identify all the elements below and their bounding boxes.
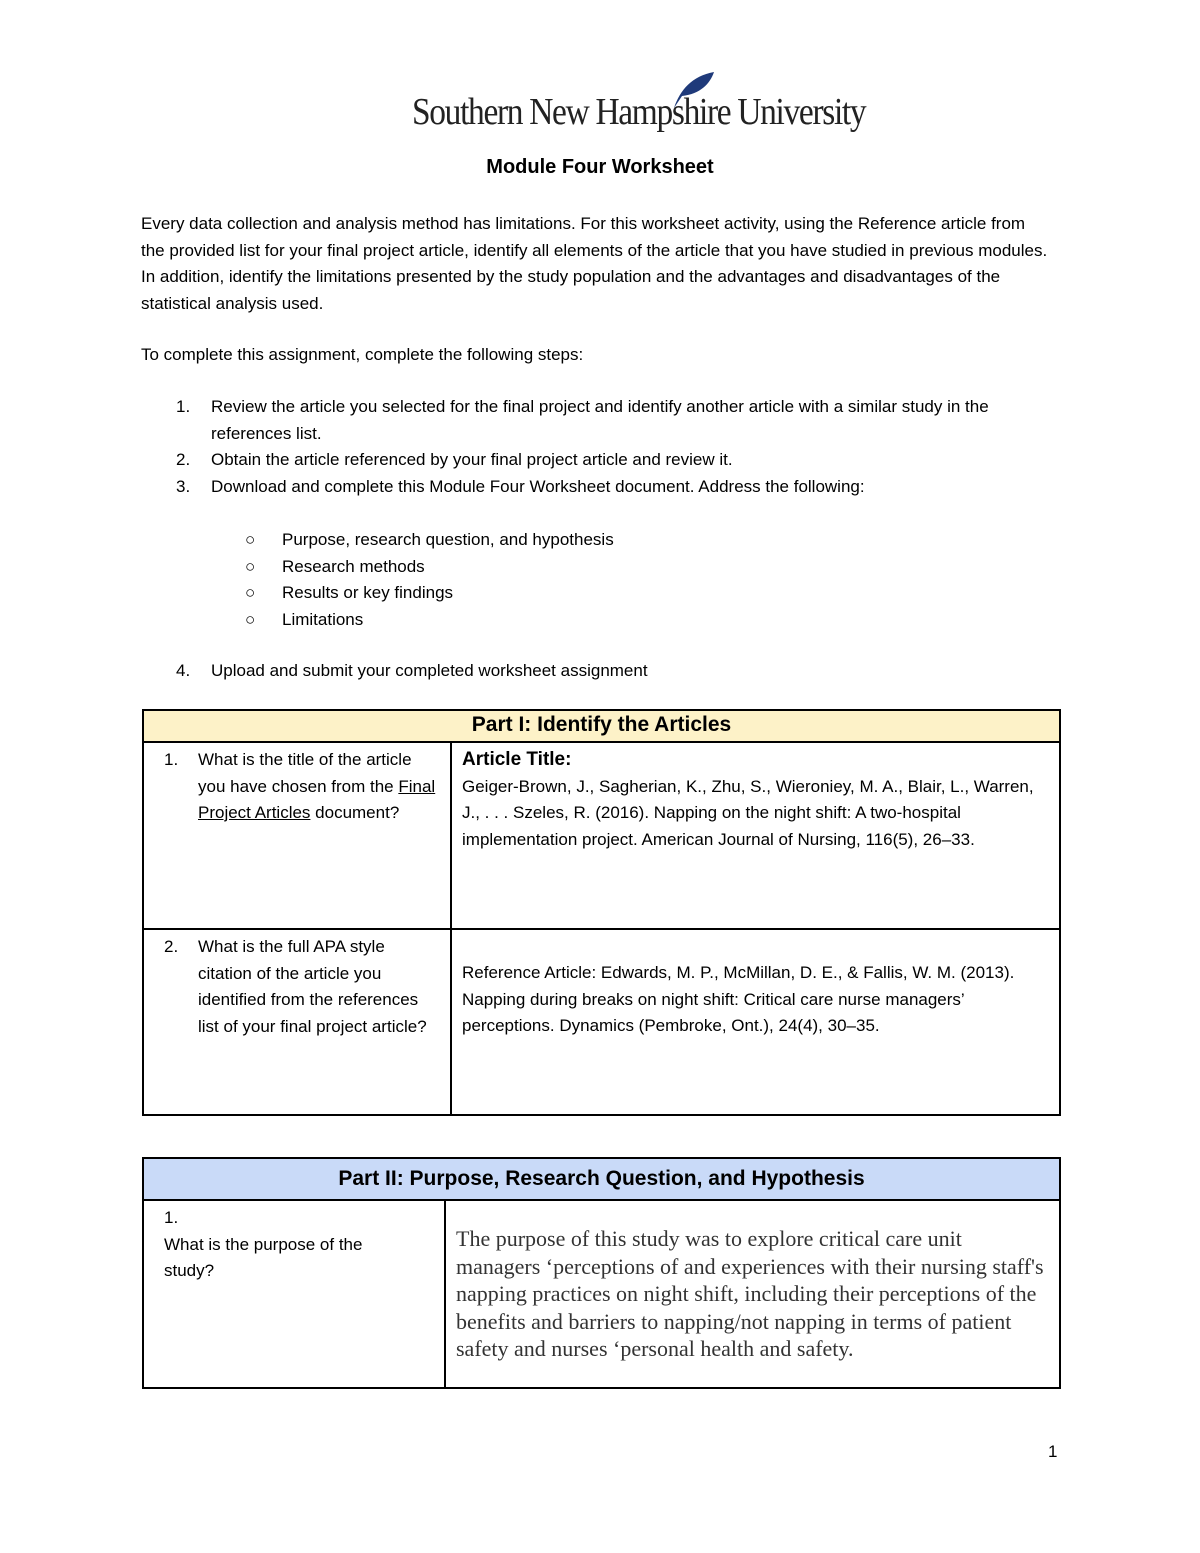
- logo-text: Southern New Hampshire University: [412, 91, 866, 133]
- page-title: Module Four Worksheet: [486, 156, 714, 178]
- bullet-item: ○ Research methods: [245, 556, 425, 576]
- address-bullets: [245, 527, 614, 633]
- quill-icon: [670, 70, 720, 110]
- part1-question-2: 2. What is the full APA style citation of the article you identified from the references list of your final project article?: [143, 929, 451, 1115]
- steps-list: [141, 394, 1041, 500]
- bullet-item: ○ Limitations: [245, 609, 364, 629]
- part1-answer-2[interactable]: Reference Article: Edwards, M. P., McMillan, D. E., & Fallis, W. M. (2013). Napping during breaks on night shift: Critical care nurse managers’ perceptions. Dynamics (Pembroke, Ont.), 24(4), 30–35.: [451, 929, 1060, 1115]
- part1-table: [142, 709, 1061, 1116]
- part1-answer-1[interactable]: Article Title: Geiger-Brown, J., Sagherian, K., Zhu, S., Wieroniey, M. A., Blair, L., Warren, J., . . . Szeles, R. (2016). Napping on the night shift: A two-hospital implementation project. American Journal of Nursing, 116(5), 26–33.: [451, 742, 1060, 929]
- step-item: 3. Download and complete this Module Four Worksheet document. Address the following:: [176, 476, 865, 496]
- steps-list-continued: [141, 658, 1041, 685]
- bullet-item: ○ Results or key findings: [245, 583, 454, 602]
- part2-answer-1[interactable]: The purpose of this study was to explore critical care unit managers ‘perceptions of and experiences with their nursing staff's napping practices on night shift, including their perceptions of the benefits and barriers to napping/not napping in terms of patient safety and nurses ‘personal health and safety.: [445, 1200, 1060, 1388]
- step-item: 2. Obtain the article referenced by your final project article and review it.: [176, 450, 733, 469]
- snhu-logo: [412, 70, 866, 140]
- part1-question-1: 1. What is the title of the article you have chosen from the Final Project Articles document?: [143, 742, 451, 929]
- step-item: 4. Upload and submit your completed worksheet assignment: [176, 661, 648, 680]
- page-number: 1: [1048, 1442, 1058, 1461]
- steps-intro: To complete this assignment, complete the following steps:: [141, 345, 584, 364]
- part1-header: Part I: Identify the Articles: [143, 710, 1060, 742]
- part2-question-1: 1.What is the purpose of the study?: [143, 1200, 445, 1388]
- bullet-item: ○ Purpose, research question, and hypothesis: [245, 530, 614, 549]
- step-item: 1. Review the article you selected for the final project and identify another article with a similar study in the references list.: [176, 397, 989, 443]
- final-project-articles-link[interactable]: Final Project Articles: [198, 776, 436, 822]
- part2-table: [142, 1157, 1061, 1389]
- intro-paragraph: Every data collection and analysis method has limitations. For this worksheet activity, using the Reference article from the provided list for your final project article, identify all elements of the article that you have studied in previous modules. In addition, identify the limitations presented by the study population and the advantages and disadvantages of the statistical analysis used.: [141, 214, 1048, 313]
- part2-header: Part II: Purpose, Research Question, and Hypothesis: [143, 1158, 1060, 1200]
